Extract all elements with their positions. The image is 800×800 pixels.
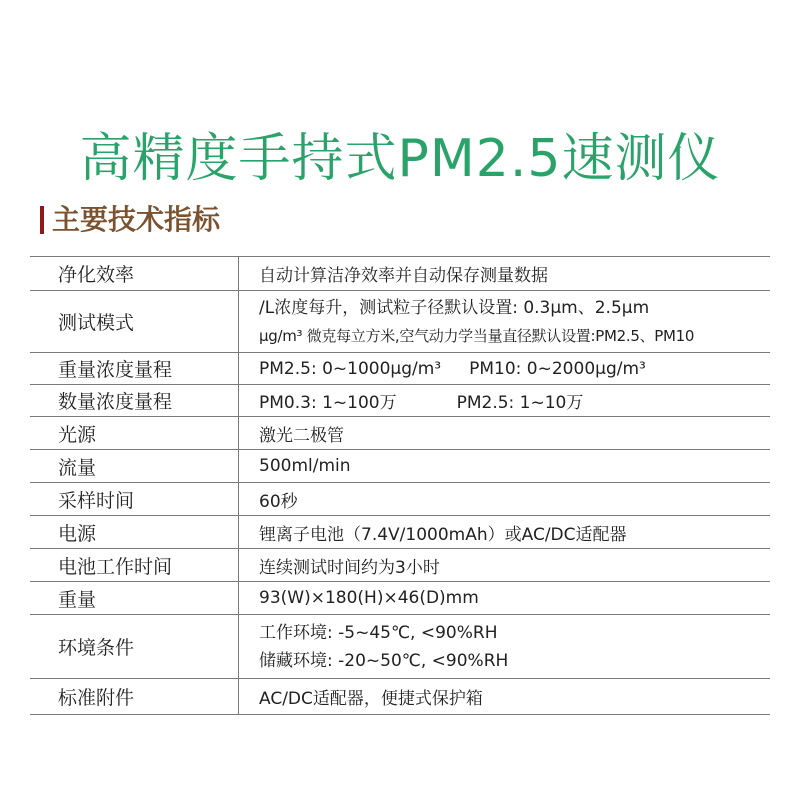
spec-label: 数量浓度量程 — [30, 385, 239, 417]
section-accent-bar — [40, 206, 44, 234]
spec-label: 电源 — [30, 516, 239, 549]
spec-value-part: PM2.5: 0~1000μg/m³ — [259, 358, 442, 379]
spec-value-line: 储藏环境: -20~50℃, <90%RH — [259, 650, 509, 671]
spec-row-power — [30, 516, 770, 549]
spec-row-count-range — [30, 385, 770, 417]
spec-label: 测试模式 — [30, 291, 239, 353]
page-title: 高精度手持式PM2.5速测仪 — [79, 128, 721, 189]
spec-value-line: μg/m³ 微克每立方米,空气动力学当量直径默认设置:PM2.5、PM10 — [259, 326, 695, 345]
spec-row-flow — [30, 450, 770, 483]
spec-value: 自动计算洁净效率并自动保存测量数据 — [239, 257, 771, 291]
spec-label: 流量 — [30, 450, 239, 483]
spec-label: 重量 — [30, 582, 239, 615]
spec-label: 采样时间 — [30, 483, 239, 516]
spec-value: AC/DC适配器，便捷式保护箱 — [239, 679, 771, 715]
spec-value-line: 工作环境: -5~45℃, <90%RH — [259, 622, 498, 643]
spec-value — [239, 353, 771, 385]
spec-row-mass-range — [30, 353, 770, 385]
spec-value-part: PM0.3: 1~100万 — [259, 393, 397, 413]
spec-value: 500ml/min — [239, 450, 771, 483]
spec-value: 激光二极管 — [239, 417, 771, 450]
spec-value: 93(W)×180(H)×46(D)mm — [239, 582, 771, 615]
spec-label: 电池工作时间 — [30, 549, 239, 582]
spec-row-light-source — [30, 417, 770, 450]
spec-value — [239, 385, 771, 417]
spec-value: 60秒 — [239, 483, 771, 516]
spec-label: 标准附件 — [30, 679, 239, 715]
spec-value-part: PM2.5: 1~10万 — [456, 393, 584, 413]
spec-value-line: /L浓度每升，测试粒子径默认设置: 0.3μm、2.5μm — [259, 297, 650, 318]
spec-value — [239, 291, 771, 353]
spec-label: 净化效率 — [30, 257, 239, 291]
spec-row-weight — [30, 582, 770, 615]
spec-label: 重量浓度量程 — [30, 353, 239, 385]
spec-row-accessories — [30, 679, 770, 715]
spec-table — [30, 256, 770, 715]
spec-value-part: PM10: 0~2000μg/m³ — [469, 358, 646, 379]
section-title: 主要技术指标 — [52, 203, 221, 236]
spec-row-battery-time — [30, 549, 770, 582]
spec-label: 光源 — [30, 417, 239, 450]
spec-value: 连续测试时间约为3小时 — [239, 549, 771, 582]
section-header — [40, 200, 220, 240]
spec-row-purification — [30, 257, 770, 291]
spec-row-test-mode — [30, 291, 770, 353]
spec-row-environment — [30, 615, 770, 679]
spec-row-sampling-time — [30, 483, 770, 516]
spec-label: 环境条件 — [30, 615, 239, 679]
spec-value — [239, 615, 771, 679]
spec-value: 锂离子电池（7.4V/1000mAh）或AC/DC适配器 — [239, 516, 771, 549]
